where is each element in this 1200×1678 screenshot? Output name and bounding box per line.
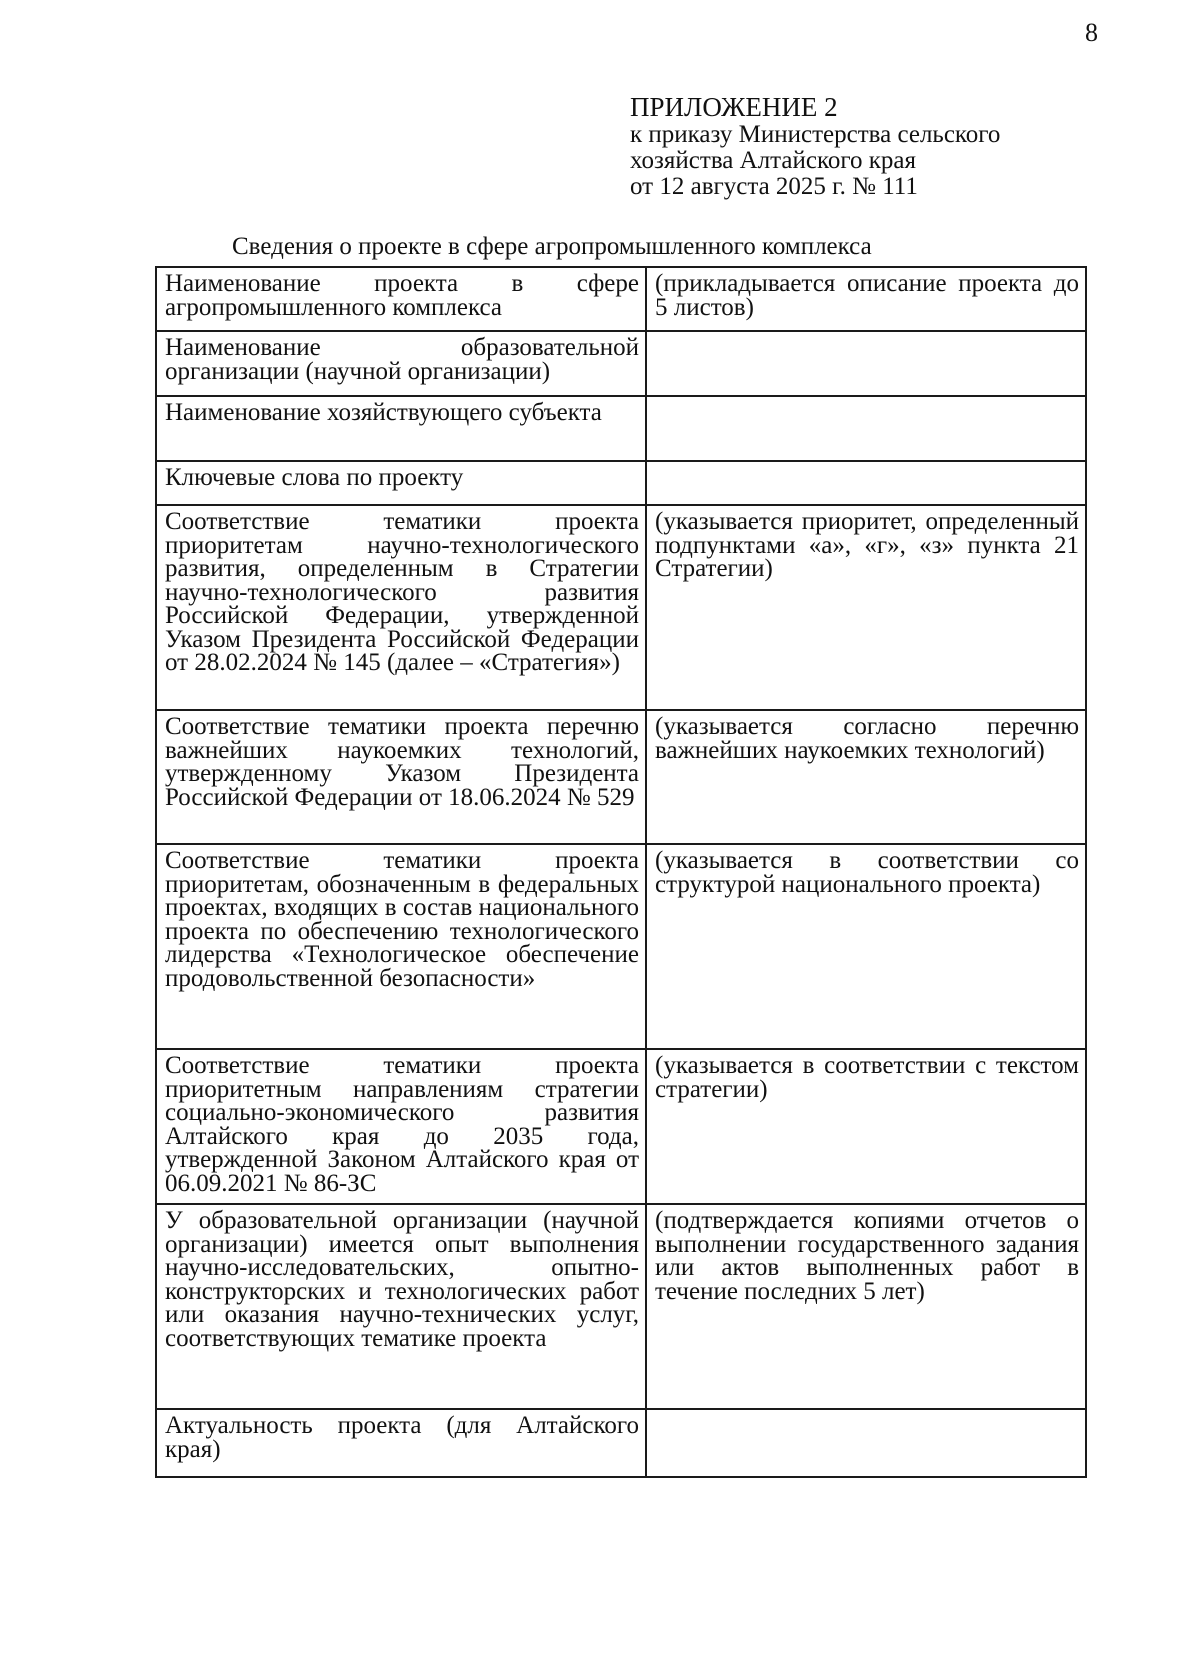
page-number: 8 (1085, 18, 1098, 47)
row-value: (указывается в соответствии с текстом стратегии) (646, 1049, 1086, 1204)
row-label: Соответствие тематики проекта приоритетам научно-технологического развития, определенным в Стратегии научно-технологического развития Российской Федерации, утвержденной Указом Президента Российской Федерации от 28.02.2024 № 145 (далее – «Стратегия») (156, 505, 646, 710)
row-label: Наименование проекта в сфере агропромышленного комплекса (156, 267, 646, 331)
appendix-order-line: к приказу Министерства сельского (630, 121, 1001, 148)
table-row (156, 396, 1086, 461)
project-info-table (155, 266, 1087, 1478)
row-label: У образовательной организации (научной организации) имеется опыт выполнения научно-исследовательских, опытно-конструкторских и технологических работ или оказания научно-технических услуг, соответствующих тематике проекта (156, 1204, 646, 1409)
document-title: Сведения о проекте в сфере агропромышленного комплекса (232, 233, 872, 260)
appendix-date-line: от 12 августа 2025 г. № 111 (630, 173, 918, 200)
row-value: (подтверждается копиями отчетов о выполнении государственного задания или актов выполненных работ в течение последних 5 лет) (646, 1204, 1086, 1409)
row-label: Актуальность проекта (для Алтайского края) (156, 1409, 646, 1477)
row-value (646, 331, 1086, 396)
appendix-ministry-line: хозяйства Алтайского края (630, 147, 916, 174)
table-row (156, 267, 1086, 331)
row-label: Соответствие тематики проекта приоритетным направлениям стратегии социально-экономического развития Алтайского края до 2035 года, утвержденной Законом Алтайского края от 06.09.2021 № 86-ЗС (156, 1049, 646, 1204)
row-value: (указывается в соответствии со структурой национального проекта) (646, 844, 1086, 1049)
table-row (156, 461, 1086, 505)
table-row (156, 710, 1086, 844)
table-row (156, 1049, 1086, 1204)
row-label: Ключевые слова по проекту (156, 461, 646, 505)
row-value (646, 1409, 1086, 1477)
appendix-title: ПРИЛОЖЕНИЕ 2 (630, 92, 838, 122)
row-value (646, 461, 1086, 505)
row-label: Наименование хозяйствующего субъекта (156, 396, 646, 461)
table-row (156, 1204, 1086, 1409)
row-label: Соответствие тематики проекта приоритетам, обозначенным в федеральных проектах, входящих в состав национального проекта по обеспечению технологического лидерства «Технологическое обеспечение продовольственной безопасности» (156, 844, 646, 1049)
row-value: (указывается приоритет, определенный подпунктами «а», «г», «з» пункта 21 Стратегии) (646, 505, 1086, 710)
row-label: Соответствие тематики проекта перечню важнейших наукоемких технологий, утвержденному Указом Президента Российской Федерации от 18.06.2024 № 529 (156, 710, 646, 844)
table-row (156, 331, 1086, 396)
table-row (156, 505, 1086, 710)
row-label: Наименование образовательной организации (научной организации) (156, 331, 646, 396)
table-row (156, 844, 1086, 1049)
row-value (646, 396, 1086, 461)
row-value: (указывается согласно перечню важнейших наукоемких технологий) (646, 710, 1086, 844)
appendix-header (630, 92, 1100, 200)
row-value: (прикладывается описание проекта до 5 листов) (646, 267, 1086, 331)
table-row (156, 1409, 1086, 1477)
